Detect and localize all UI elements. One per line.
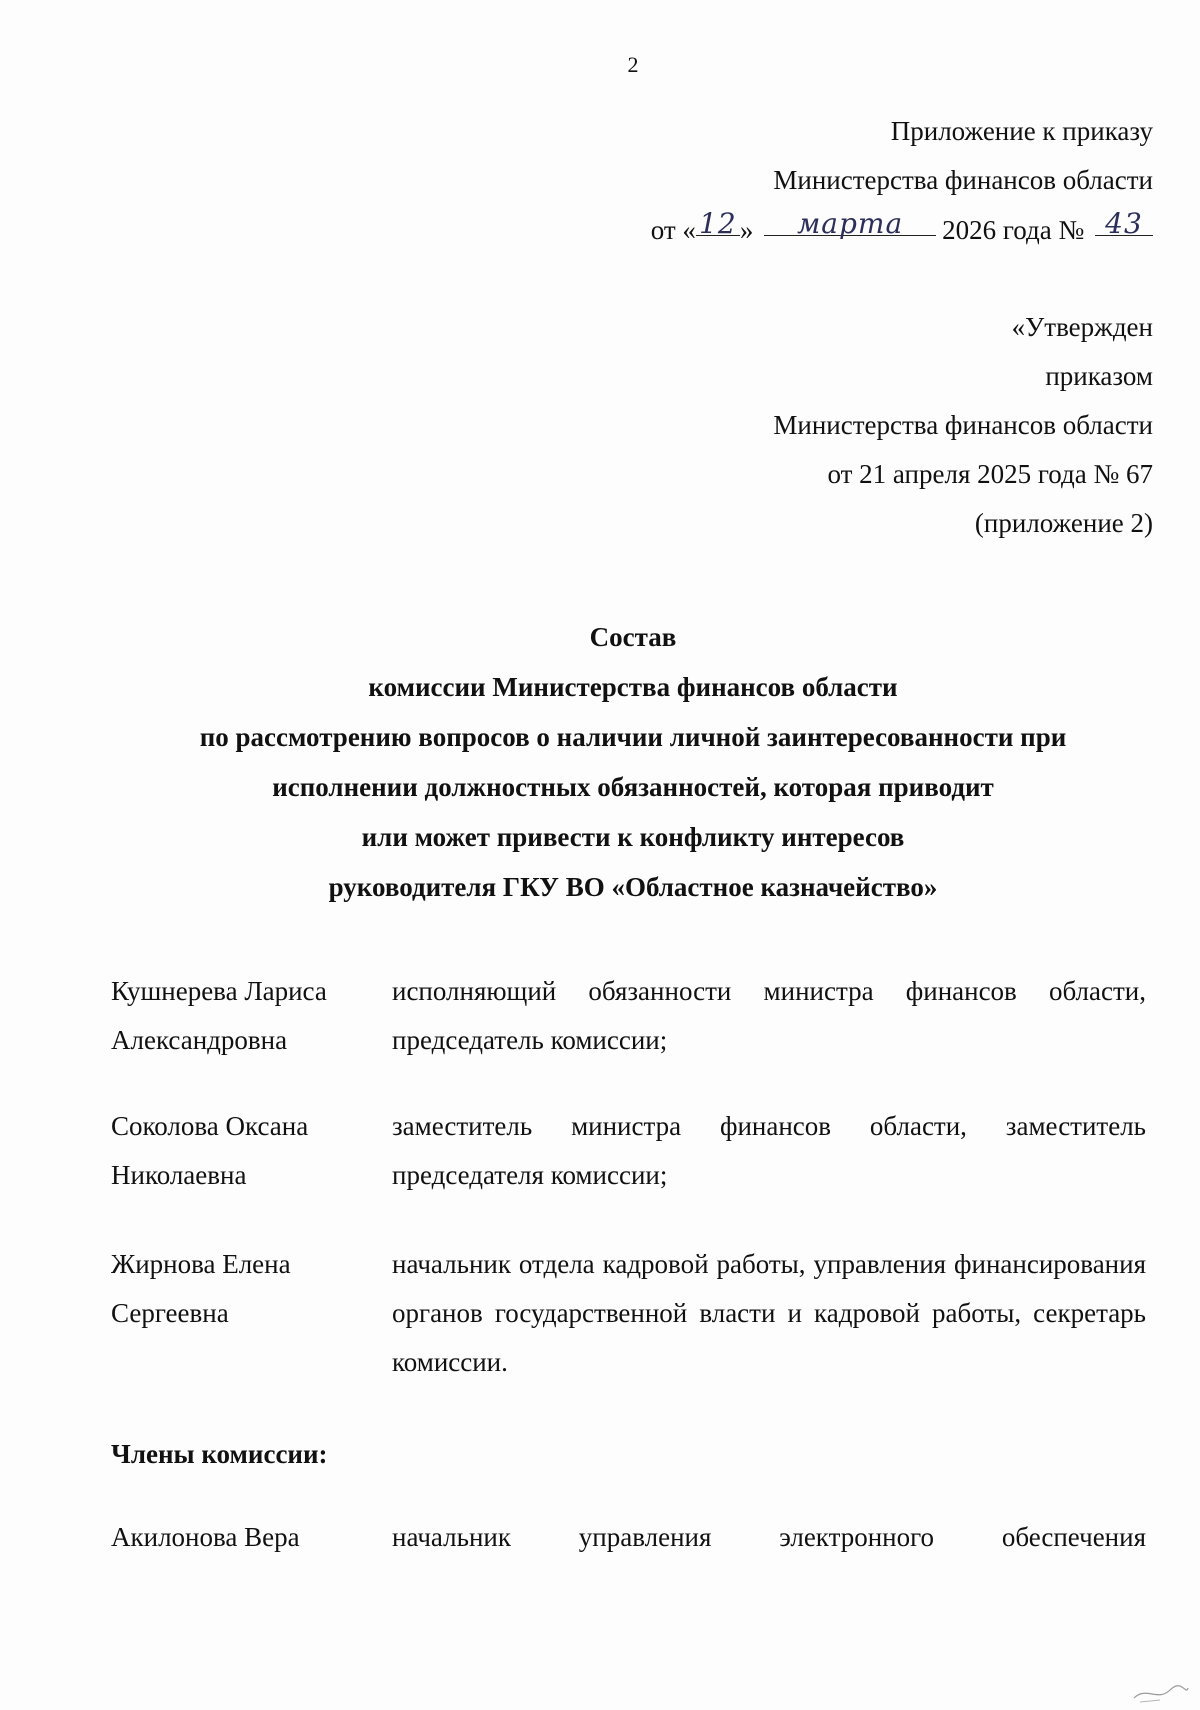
title-line: Состав [589,622,677,652]
title-line: комиссии Министерства финансов области [368,672,898,702]
approval-line: (приложение 2) [974,508,1153,538]
document-title [0,612,1200,912]
member-name [111,1240,371,1338]
member-surname-name: Кушнерева Лариса [111,976,327,1006]
member-role: заместитель министра финансов области, заместитель председателя комиссии; [392,1111,1146,1190]
member-name [111,1102,371,1200]
approval-line: от 21 апреля 2025 года № 67 [827,459,1153,489]
commission-members-heading: Члены комиссии: [111,1439,328,1469]
date-mid: » [739,215,754,245]
approval-line: «Утвержден [1011,312,1153,342]
approval-line: Министерства финансов области [773,410,1153,440]
member-patronymic: Александровна [111,1025,288,1055]
year-text: 2026 года № [942,215,1085,245]
title-line: исполнении должностных обязанностей, которая приводит [272,772,994,802]
member-role: исполняющий обязанности министра финансов области, председатель комиссии; [392,976,1146,1055]
member-surname-name: Акилонова Вера [111,1522,300,1552]
scan-artifact [1130,1682,1190,1704]
member-patronymic: Сергеевна [111,1298,229,1328]
order-date-line [651,205,1153,255]
handwritten-day: 12 [699,207,737,240]
appendix-header [651,107,1153,255]
appendix-header-line: Приложение к приказу [890,116,1153,146]
handwritten-order-number: 43 [1105,207,1143,240]
appendix-header-line: Министерства финансов области [773,165,1153,195]
title-line: или может привести к конфликту интересов [361,822,905,852]
member-patronymic: Николаевна [111,1160,247,1190]
title-line: по рассмотрению вопросов о наличии личной заинтересованности при [199,722,1067,752]
title-line: руководителя ГКУ ВО «Областное казначейство» [328,872,938,902]
member-name [111,967,371,1065]
page-number: 2 [627,52,639,77]
member-surname-name: Соколова Оксана [111,1111,309,1141]
approval-line: приказом [1045,361,1153,391]
order-number-field [1095,205,1153,240]
month-field [764,205,936,240]
handwritten-month: марта [797,207,904,240]
member-surname-name: Жирнова Елена [111,1249,291,1279]
date-prefix: от « [650,215,696,245]
member-role: начальник управления электронного обеспечения [392,1522,1146,1552]
member-role: начальник отдела кадровой работы, управления финансирования органов государственной власти и кадровой работы, секретарь комиссии. [392,1249,1146,1377]
day-field [696,205,740,240]
member-name [111,1513,371,1562]
approval-block [773,303,1153,548]
